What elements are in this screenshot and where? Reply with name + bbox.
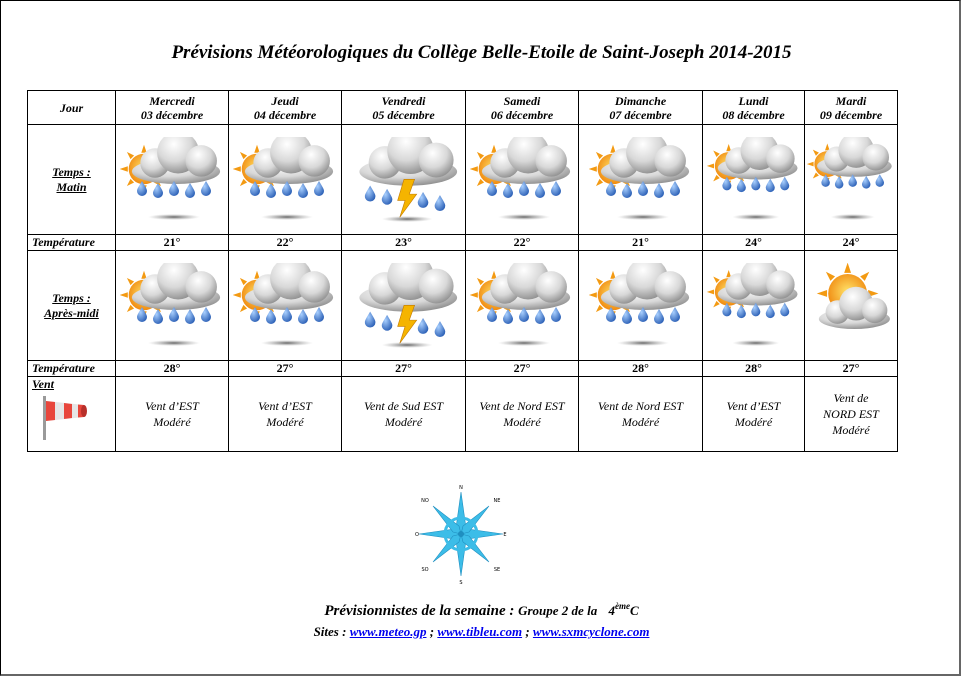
day-name: Mercredi <box>149 93 195 108</box>
temp-value: 23° <box>342 235 466 251</box>
wind-line: Vent de Nord EST <box>479 399 565 413</box>
day-header <box>579 91 703 125</box>
day-date: 03 décembre <box>140 107 204 122</box>
morning-label-line1: Temps : <box>52 164 91 179</box>
forecasters-line <box>0 601 963 620</box>
day-date: 08 décembre <box>722 107 785 122</box>
morning-icon-cell <box>805 125 898 235</box>
sun-cloud-rain-icon <box>589 263 693 349</box>
compass-s: S <box>459 580 463 586</box>
afternoon-icon-cell <box>579 251 703 361</box>
compass-n: N <box>459 485 463 491</box>
afternoon-label <box>28 251 116 361</box>
page-title: Prévisions Météorologiques du Collège Belle-Etoile de Saint-Joseph 2014-2015 <box>171 42 792 63</box>
compass-e: E <box>503 532 507 538</box>
wind-cell <box>579 377 703 452</box>
morning-icon-cell <box>116 125 229 235</box>
day-name: Mardi <box>835 93 867 108</box>
wind-line: Vent de Sud EST <box>364 399 443 413</box>
wind-line: Vent d’EST <box>726 399 781 413</box>
compass-rose-icon <box>413 482 509 586</box>
temp-label: Température <box>28 361 116 377</box>
link-sxmcyclone[interactable]: www.sxmcyclone.com <box>532 624 650 639</box>
day-header <box>703 91 805 125</box>
compass-o: O <box>415 532 419 538</box>
wind-line: Modéré <box>734 415 773 429</box>
sun-cloud-rain-icon <box>233 263 337 349</box>
afternoon-row <box>28 251 898 361</box>
afternoon-icon-cell <box>703 251 805 361</box>
sun-cloud-rain-icon <box>120 137 224 223</box>
class-num: 4 <box>608 603 615 618</box>
temp-value: 22° <box>229 235 342 251</box>
temp-value: 24° <box>805 235 898 251</box>
group-text: Groupe 2 de la <box>518 603 598 618</box>
wind-line: NORD EST <box>823 407 879 421</box>
compass-so: SO <box>421 567 429 573</box>
wind-cell <box>703 377 805 452</box>
day-header <box>229 91 342 125</box>
separator: ; <box>429 624 435 639</box>
day-date: 06 décembre <box>490 107 554 122</box>
wind-line: Modéré <box>153 415 191 429</box>
day-date: 07 décembre <box>609 107 672 122</box>
sun-cloud-rain-icon <box>807 137 895 223</box>
temp-value: 21° <box>579 235 703 251</box>
morning-icon-cell <box>229 125 342 235</box>
storm-icon <box>349 137 459 223</box>
temp-value: 27° <box>805 361 898 377</box>
afternoon-icon-cell <box>116 251 229 361</box>
morning-icon-cell <box>579 125 703 235</box>
morning-icon-cell <box>703 125 805 235</box>
afternoon-icon-cell <box>229 251 342 361</box>
morning-label <box>28 125 116 235</box>
sun-cloud-rain-icon <box>233 137 337 223</box>
forecast-table <box>27 90 898 452</box>
wind-cell <box>466 377 579 452</box>
link-meteo-gp[interactable]: www.meteo.gp <box>349 624 427 639</box>
sun-cloud-rain-icon <box>470 137 574 223</box>
wind-row <box>28 377 898 452</box>
sun-behind-cloud-icon <box>807 263 895 349</box>
separator: ; <box>525 624 530 639</box>
day-name: Samedi <box>503 93 541 108</box>
sun-cloud-rain-icon <box>589 137 693 223</box>
compass-no: NO <box>421 498 429 504</box>
temp-value: 27° <box>466 361 579 377</box>
compass-se: SE <box>493 567 501 573</box>
day-name: Jeudi <box>271 93 299 108</box>
link-tibleu[interactable]: www.tibleu.com <box>437 624 523 639</box>
afternoon-icon-cell <box>805 251 898 361</box>
forecasters-label: Prévisionnistes de la semaine : <box>324 603 515 619</box>
jour-header: Jour <box>28 91 116 125</box>
afternoon-label-line1: Temps : <box>52 290 91 305</box>
wind-line: Modéré <box>832 423 870 437</box>
temp-value: 21° <box>116 235 229 251</box>
day-date: 05 décembre <box>372 107 435 122</box>
wind-cell <box>805 377 898 452</box>
day-name: Lundi <box>738 93 769 108</box>
wind-line: Modéré <box>266 415 304 429</box>
day-name: Dimanche <box>614 93 667 108</box>
temp-value: 28° <box>703 361 805 377</box>
day-header-row <box>28 91 898 125</box>
wind-line: Vent d’EST <box>258 399 312 413</box>
wind-cell <box>229 377 342 452</box>
afternoon-temp-row <box>28 361 898 377</box>
sun-cloud-rain-icon <box>707 137 801 223</box>
wind-line: Vent d’EST <box>145 399 199 413</box>
sun-cloud-rain-icon <box>120 263 224 349</box>
morning-row <box>28 125 898 235</box>
windsock-icon <box>38 392 94 442</box>
wind-line: Modéré <box>503 415 541 429</box>
day-date: 09 décembre <box>819 107 883 122</box>
day-header <box>466 91 579 125</box>
wind-line: Modéré <box>621 415 660 429</box>
wind-line: Vent de <box>833 391 869 405</box>
afternoon-icon-cell <box>466 251 579 361</box>
day-header <box>805 91 898 125</box>
afternoon-label-line2: Après-midi <box>44 305 99 320</box>
morning-icon-cell <box>342 125 466 235</box>
morning-temp-row <box>28 235 898 251</box>
wind-line: Vent de Nord EST <box>597 399 684 413</box>
temp-value: 28° <box>116 361 229 377</box>
temp-value: 27° <box>342 361 466 377</box>
morning-label-line2: Matin <box>56 179 87 194</box>
sites-label: Sites : <box>313 624 347 639</box>
sun-cloud-rain-icon <box>707 263 801 349</box>
temp-value: 22° <box>466 235 579 251</box>
class-sup: ème <box>614 601 630 611</box>
wind-label-cell <box>28 377 116 452</box>
day-name: Vendredi <box>381 93 426 108</box>
temp-value: 28° <box>579 361 703 377</box>
storm-icon <box>349 263 459 349</box>
day-header <box>116 91 229 125</box>
afternoon-icon-cell <box>342 251 466 361</box>
compass-ne: NE <box>493 498 501 504</box>
wind-line: Modéré <box>384 415 423 429</box>
temp-value: 24° <box>703 235 805 251</box>
wind-cell <box>342 377 466 452</box>
day-header <box>342 91 466 125</box>
day-date: 04 décembre <box>253 107 317 122</box>
wind-label: Vent <box>32 377 55 391</box>
sites-line <box>0 624 963 640</box>
temp-value: 27° <box>229 361 342 377</box>
temp-label: Température <box>28 235 116 251</box>
morning-icon-cell <box>466 125 579 235</box>
class-letter: C <box>629 603 639 618</box>
wind-cell <box>116 377 229 452</box>
sun-cloud-rain-icon <box>470 263 574 349</box>
